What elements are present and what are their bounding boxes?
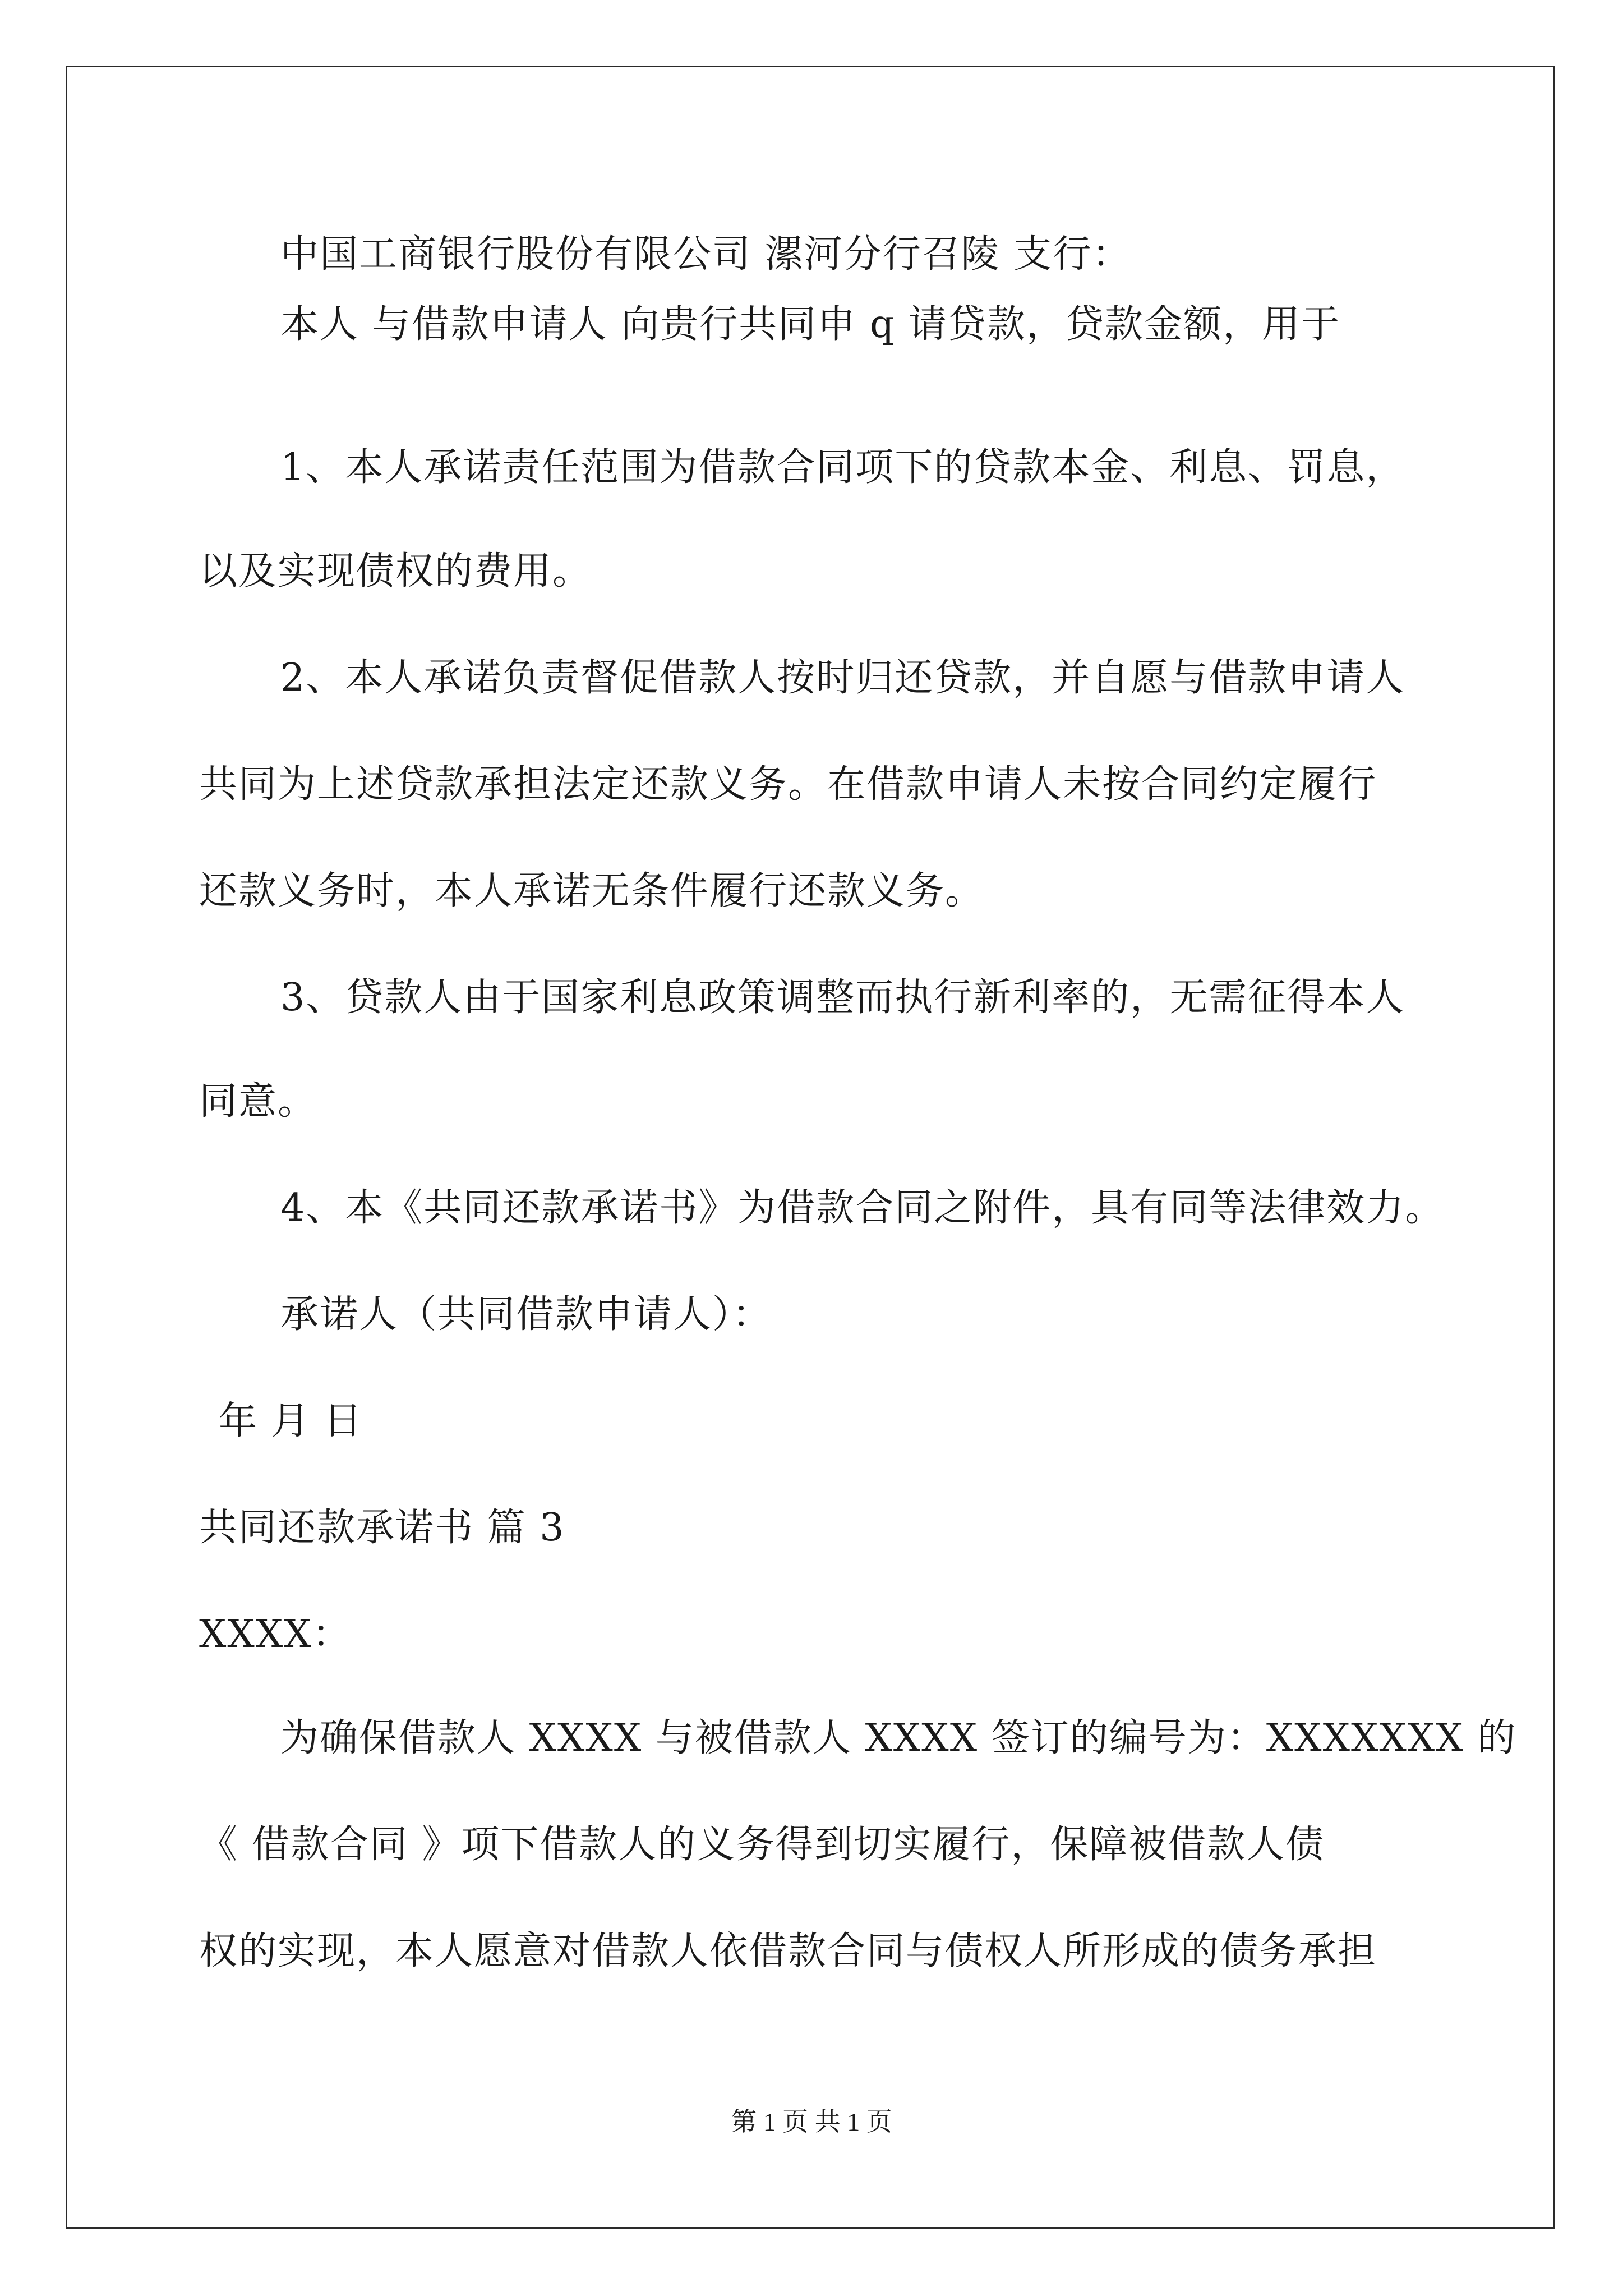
addressee-line: XXXX：: [199, 1612, 352, 1657]
clause-3-line-1: 3、贷款人由于国家利息政策调整而执行新利率的，无需征得本人: [280, 976, 1405, 1020]
clause-2-line-3: 还款义务时，本人承诺无条件履行还款义务。: [199, 869, 985, 913]
clause-1-line-2: 以及实现债权的费用。: [199, 549, 592, 593]
body-line-2: 为确保借款人 XXXX 与被借款人 XXXX 签订的编号为：XXXXXXX 的: [280, 1716, 1517, 1760]
clause-4-line-1: 4、本《共同还款承诺书》为借款合同之附件，具有同等法律效力。: [280, 1186, 1445, 1230]
salutation-line: 中国工商银行股份有限公司 漯河分行召陵 支行：: [280, 232, 1132, 277]
clause-1-line-1: 1、本人承诺责任范围为借款合同项下的贷款本金、利息、罚息，: [280, 445, 1405, 490]
page-border: [66, 66, 1555, 2229]
body-line-3: 《 借款合同 》项下借款人的义务得到切实履行，保障被借款人债: [199, 1823, 1325, 1867]
date-line: 年 月 日: [219, 1399, 363, 1443]
body-line-4: 权的实现，本人愿意对借款人依借款合同与债权人所形成的债务承担: [199, 1929, 1377, 1973]
signer-line: 承诺人（共同借款申请人）：: [280, 1292, 772, 1337]
page-footer: 第 1 页 共 1 页: [731, 2108, 892, 2136]
body-line-1: 本人 与借款申请人 向贵行共同申 q 请贷款，贷款金额，用于: [280, 302, 1340, 347]
section-title: 共同还款承诺书 篇 3: [199, 1506, 565, 1550]
clause-2-line-2: 共同为上述贷款承担法定还款义务。在借款申请人未按合同约定履行: [199, 762, 1377, 807]
clause-2-line-1: 2、本人承诺负责督促借款人按时归还贷款，并自愿与借款申请人: [280, 656, 1405, 700]
clause-3-line-2: 同意。: [199, 1079, 317, 1124]
